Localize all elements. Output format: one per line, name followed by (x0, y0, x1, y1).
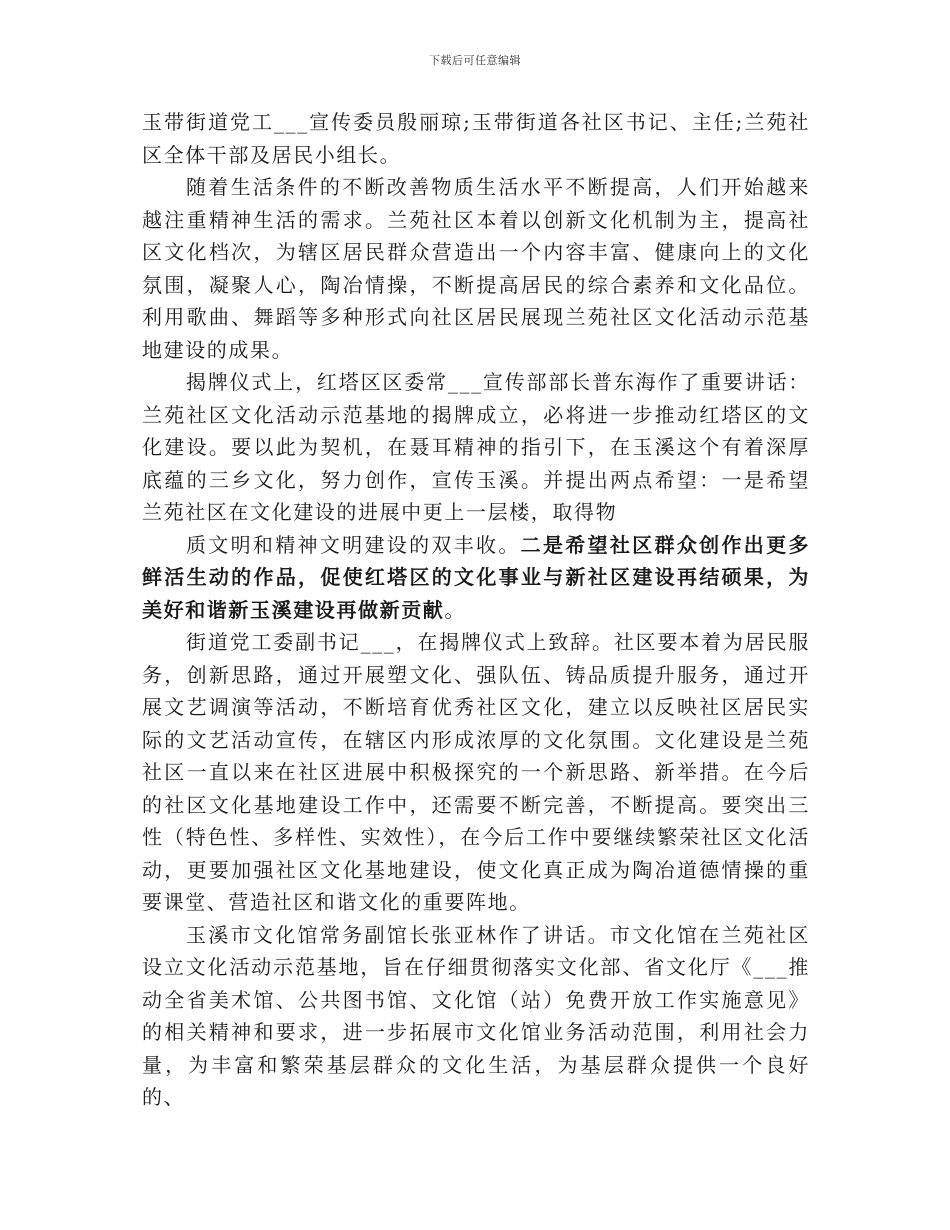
paragraph-ceremony-speech: 揭牌仪式上，红塔区区委常___宣传部部长普东海作了重要讲话：兰苑社区文化活动示范基地的揭牌成立，必将进一步推动红塔区的文化建设。要以此为契机，在聂耳精神的指引下，在玉溪这个有着深厚底蕴的三乡文化，努力创作，宣传玉溪。并提出两点希望：一是希望兰苑社区在文化建设的进展中更上一层楼，取得物 (142, 370, 810, 524)
paragraph-attendees: 玉带街道党工___宣传委员殷丽琼;玉带街道各社区书记、主任;兰苑社区全体干部及居民小组长。 (142, 110, 810, 167)
paragraph-deputy-secretary: 街道党工委副书记___，在揭牌仪式上致辞。社区要本着为居民服务，创新思路，通过开展塑文化、强队伍、铸品质提升服务，通过开展文艺调演等活动，不断培育优秀社区文化，建立以反映社区居民实际的文艺活动宣传，在辖区内形成浓厚的文化氛围。文化建设是兰苑社区一直以来在社区进展中积极探究的一个新思路、新举措。在今后的社区文化基地建设工作中，还需要不断完善，不断提高。要突出三性（特色性、多样性、实效性），在今后工作中要继续繁荣社区文化活动，更要加强社区文化基地建设，使文化真正成为陶冶道德情操的重要课堂、营造社区和谐文化的重要阵地。 (142, 630, 810, 914)
paragraph-background: 随着生活条件的不断改善物质生活水平不断提高，人们开始越来越注重精神生活的需求。兰苑社区本着以创新文化机制为主，提高社区文化档次，为辖区居民群众营造出一个内容丰富、健康向上的文化氛围，凝聚人心，陶冶情操，不断提高居民的综合素养和文化品位。利用歌曲、舞蹈等多种形式向社区居民展现兰苑社区文化活动示范基地建设的成果。 (142, 175, 810, 362)
paragraph-hopes-normal-text: 质文明和精神文明建设的双丰收。 (186, 532, 521, 557)
paragraph-culture-center: 玉溪市文化馆常务副馆长张亚林作了讲话。市文化馆在兰苑社区设立文化活动示范基地，旨在仔细贯彻落实文化部、省文化厅《___推动全省美术馆、公共图书馆、文化馆（站）免费开放工作实施意见》的相关精神和要求，进一步拓展市文化馆业务活动范围，利用社会力量，为丰富和繁荣基层群众的文化生活，为基层群众提供一个良好的、 (142, 922, 810, 1109)
document-body (142, 106, 810, 1114)
paragraph-hopes: 质文明和精神文明建设的双丰收。二是希望社区群众创作出更多鲜活生动的作品，促使红塔区的文化事业与新社区建设再结硕果，为美好和谐新玉溪建设再做新贡献。 (142, 532, 810, 622)
page-header: 下载后可任意编辑 (429, 54, 521, 67)
paragraph-hopes-bold-text: 二是希望社区群众创作出更多鲜活生动的作品，促使红塔区的文化事业与新社区建设再结硕果，为美好和谐新玉溪建设再做新贡献 (142, 532, 810, 622)
